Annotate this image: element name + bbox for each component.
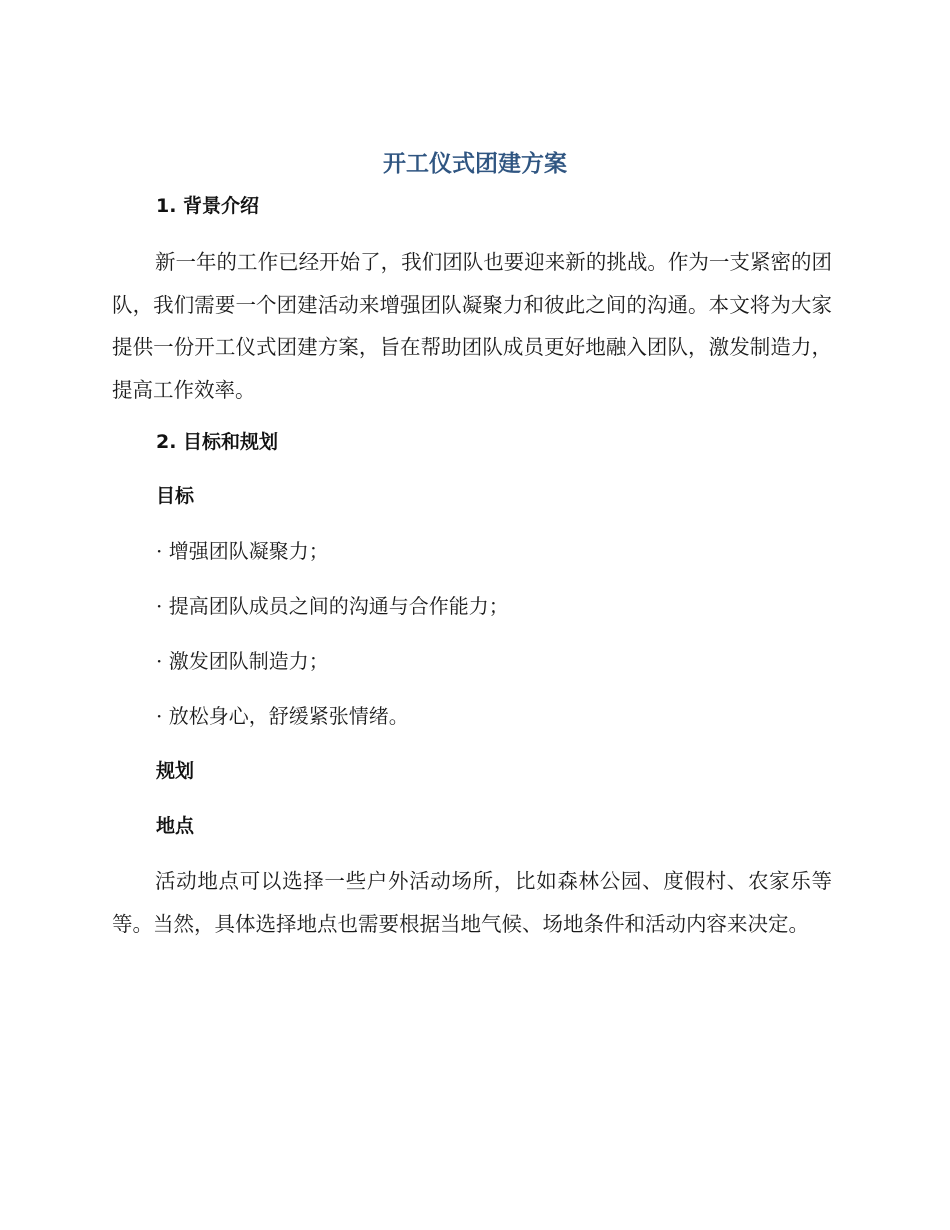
subheading-location: 地点	[156, 815, 195, 837]
section-heading-goals-and-plan: 2. 目标和规划	[156, 431, 279, 453]
goal-list-item: · 增强团队凝聚力；	[156, 539, 329, 563]
location-paragraph: 活动地点可以选择一些户外活动场所，比如森林公园、度假村、农家乐等等。当然，具体选择地点也需要根据当地气候、场地条件和活动内容来决定。	[112, 869, 832, 936]
section-heading-background: 1. 背景介绍	[156, 195, 260, 217]
subheading-goals: 目标	[156, 485, 195, 507]
subheading-plan: 规划	[156, 760, 195, 782]
background-paragraph: 新一年的工作已经开始了，我们团队也要迎来新的挑战。作为一支紧密的团队，我们需要一个团建活动来增强团队凝聚力和彼此之间的沟通。本文将为大家提供一份开工仪式团建方案，旨在帮助团队成员更好地融入团队，激发制造力，提高工作效率。	[112, 250, 832, 402]
goal-list-item: · 激发团队制造力；	[156, 649, 329, 673]
goal-list-item: · 放松身心，舒缓紧张情绪。	[156, 704, 409, 728]
document-title: 开工仪式团建方案	[383, 151, 567, 177]
goal-list-item: · 提高团队成员之间的沟通与合作能力；	[156, 594, 509, 618]
